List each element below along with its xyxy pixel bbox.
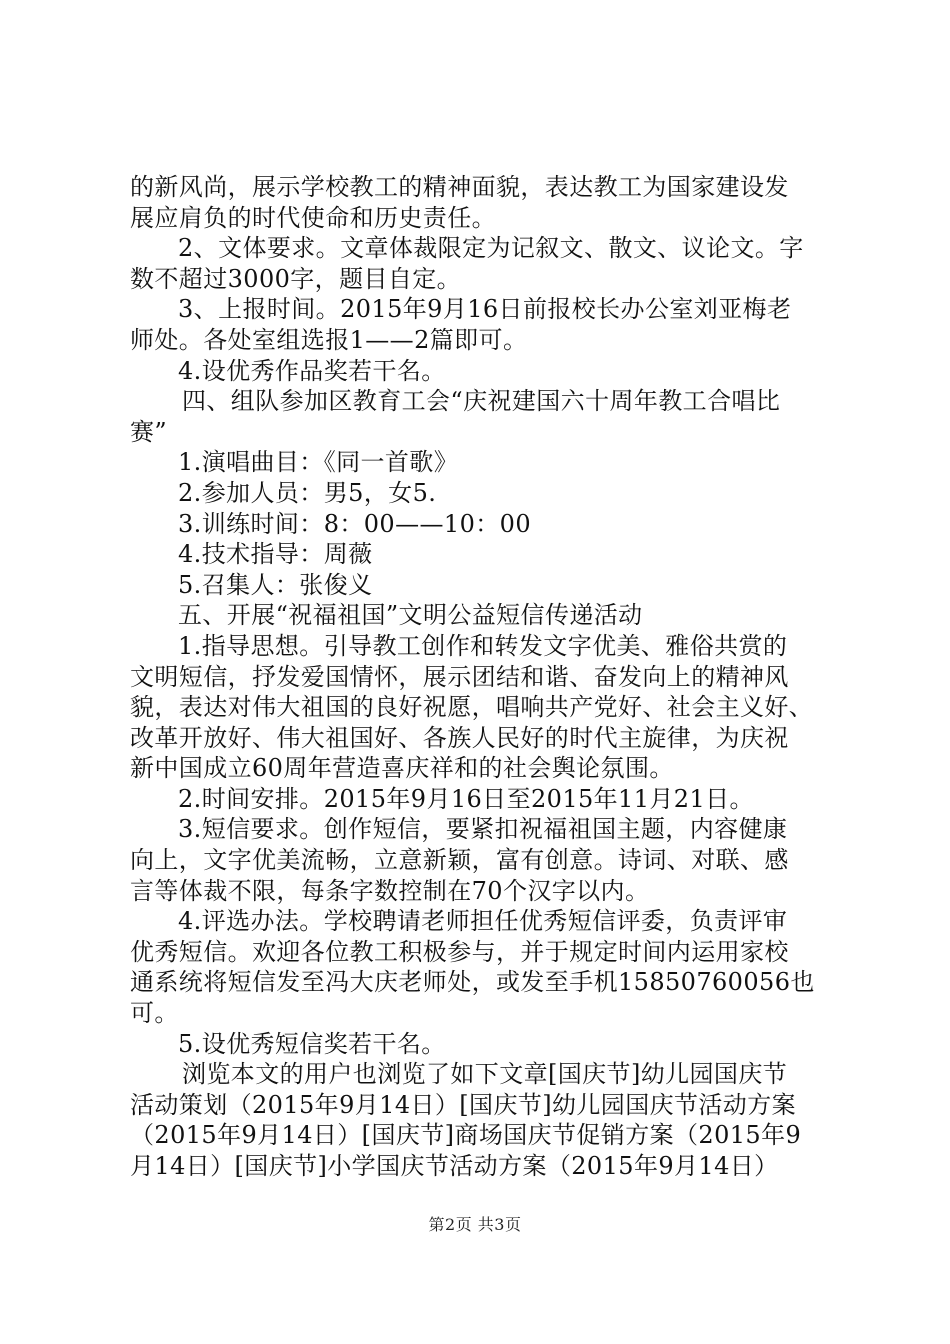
page-number-footer: 第2页 共3页 [428,1215,522,1234]
body-line: 优秀短信。欢迎各位教工积极参与，并于规定时间内运用家校 [130,937,789,966]
body-line: 1.指导思想。引导教工创作和转发文字优美、雅俗共赏的 [178,631,788,660]
related-articles-line: 月14日）[国庆节]小学国庆节活动方案（2015年9月14日） [130,1152,779,1180]
body-line: 向上，文字优美流畅，立意新颖，富有创意。诗词、对联、感 [130,846,789,875]
body-line: 5.召集人：张俊义 [178,570,373,599]
body-line: 新中国成立60周年营造喜庆祥和的社会舆论氛围。 [130,754,674,783]
body-line: 貌，表达对伟大祖国的良好祝愿，唱响共产党好、社会主义好、 [130,693,814,722]
body-line: 4.技术指导：周薇 [178,540,373,569]
body-line: 1.演唱曲目：《同一首歌》 [178,448,459,477]
body-line: 数不超过3000字，题目自定。 [130,264,462,293]
body-line: 2.时间安排。2015年9月16日至2015年11月21日。 [178,784,754,813]
body-line: 4.评选办法。学校聘请老师担任优秀短信评委，负责评审 [178,907,788,936]
related-articles-line: 浏览本文的用户也浏览了如下文章[国庆节]幼儿园国庆节 [182,1060,788,1089]
body-line: 5.设优秀短信奖若干名。 [178,1029,446,1058]
body-line: 文明短信，抒发爱国情怀，展示团结和谐、奋发向上的精神风 [130,662,789,691]
body-line: 可。 [130,999,179,1028]
body-line: 4.设优秀作品奖若干名。 [178,356,446,385]
related-articles-line: （2015年9月14日）[国庆节]商场国庆节促销方案（2015年9 [130,1121,802,1150]
body-line: 2.参加人员：男5，女5. [178,478,437,507]
section-heading: 五、开展“祝福祖国”文明公益短信传递活动 [178,601,643,630]
body-line: 改革开放好、伟大祖国好、各族人民好的时代主旋律，为庆祝 [130,723,789,752]
related-articles-line: 活动策划（2015年9月14日）[国庆节]幼儿园国庆节活动方案 [130,1090,797,1119]
section-heading-continued: 赛” [130,417,168,446]
section-heading: 四、组队参加区教育工会“庆祝建国六十周年教工合唱比 [182,387,781,416]
document-body [130,172,830,1182]
body-line: 3.训练时间：8：00——10：00 [178,509,531,538]
body-line: 2、文体要求。文章体裁限定为记叙文、散文、议论文。字 [178,234,804,263]
body-line: 通系统将短信发至冯大庆老师处，或发至手机15850760056也 [130,968,815,997]
body-line: 言等体裁不限，每条字数控制在70个汉字以内。 [130,876,650,905]
body-line: 师处。各处室组选报1——2篇即可。 [130,325,528,354]
body-line: 3.短信要求。创作短信，要紧扣祝福祖国主题，内容健康 [178,815,788,844]
body-line: 3、上报时间。2015年9月16日前报校长办公室刘亚梅老 [178,295,792,324]
body-line: 的新风尚，展示学校教工的精神面貌，表达教工为国家建设发 [130,173,789,201]
body-line: 展应肩负的时代使命和历史责任。 [130,203,496,232]
